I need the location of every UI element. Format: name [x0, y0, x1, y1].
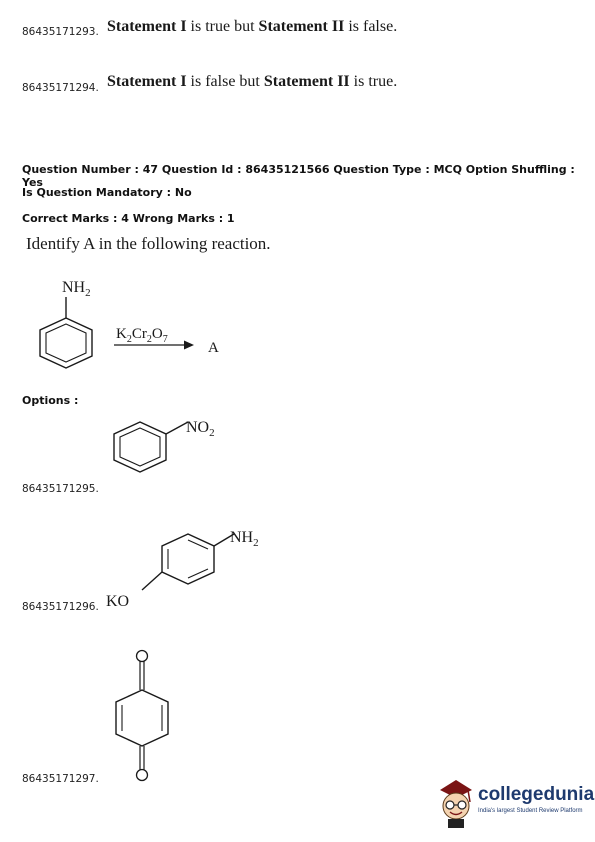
statement-connector: is false but [186, 73, 264, 90]
option-id: 86435171293. [22, 26, 99, 38]
option-text [107, 73, 397, 91]
option-id[interactable]: 86435171297. [22, 773, 99, 785]
option-id: 86435171294. [22, 82, 99, 94]
option-structure-aminophenoxide[interactable] [100, 518, 280, 618]
statement-connector: is false. [344, 18, 398, 35]
reagent-label: $K_2Cr_2O_7$ [116, 326, 168, 345]
option-text [107, 18, 397, 36]
benzene-ring [114, 422, 166, 472]
question-text: Identify A in the following reaction. [26, 234, 271, 253]
amino-group-label: $NH_2$ [230, 529, 259, 549]
option-structure-benzoquinone[interactable] [100, 644, 190, 784]
statement-connector: is true. [349, 73, 398, 90]
options-label: Options : [22, 394, 79, 407]
option-id[interactable]: 86435171295. [22, 483, 99, 495]
benzene-ring [162, 534, 214, 584]
potassium-oxide-label: KO [106, 593, 130, 610]
collegedunia-logo [436, 776, 595, 830]
logo-tagline: India's largest Student Review Platform [478, 808, 583, 814]
statement-connector: is true but [186, 18, 259, 35]
question-meta-line: Question Number : 47 Question Id : 86435121566 Question Type : MCQ Option Shuffling : Yes [22, 163, 575, 189]
benzene-ring [40, 318, 92, 368]
question-meta-line: Correct Marks : 4 Wrong Marks : 1 [22, 212, 235, 225]
nitro-group-label: $NO_2$ [186, 419, 215, 439]
question-meta-line: Is Question Mandatory : No [22, 186, 192, 199]
mascot-icon [436, 776, 476, 828]
option-structure-nitrobenzene[interactable] [100, 410, 240, 490]
statement-label: Statement II [263, 73, 350, 90]
amino-group-label: $NH_2$ [62, 279, 91, 299]
statement-label: Statement I [107, 73, 187, 90]
option-id[interactable]: 86435171296. [22, 601, 99, 613]
logo-name: collegedunia [478, 784, 595, 805]
product-label: A [208, 340, 219, 356]
statement-label: Statement I [107, 18, 187, 35]
reaction-scheme [20, 272, 240, 372]
quinone-ring [116, 690, 168, 746]
statement-label: Statement II [258, 18, 345, 35]
